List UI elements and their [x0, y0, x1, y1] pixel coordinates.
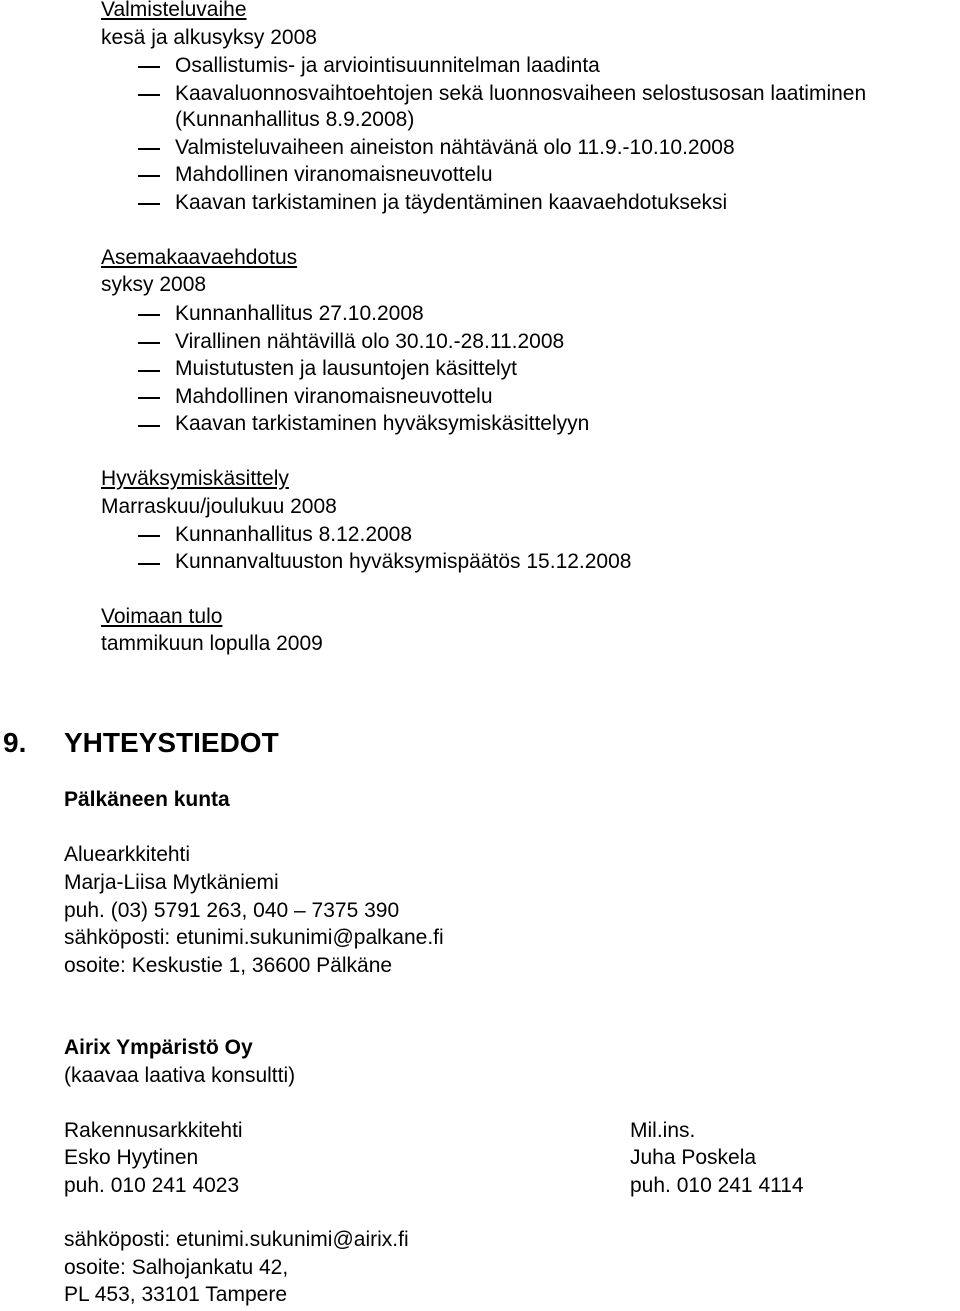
valmisteluvaihe-period: kesä ja alkusyksy 2008	[101, 26, 317, 49]
list-item: Valmisteluvaiheen aineiston nähtävänä olo 11.9.-10.10.2008	[175, 136, 735, 159]
voimaan-tulo-period: tammikuun lopulla 2009	[101, 632, 323, 655]
dash-bullet	[138, 535, 160, 537]
palkane-name: Marja-Liisa Mytkäniemi	[64, 871, 279, 894]
list-item: Kunnanhallitus 8.12.2008	[175, 523, 413, 546]
valmisteluvaihe-heading: Valmisteluvaihe	[101, 0, 247, 21]
dash-bullet	[138, 397, 160, 399]
list-item: Virallinen nähtävillä olo 30.10.-28.11.2008	[175, 330, 565, 353]
airix-address-line1: osoite: Salhojankatu 42,	[64, 1256, 289, 1279]
airix-person1-phone: puh. 010 241 4023	[64, 1174, 240, 1197]
dash-bullet	[138, 425, 160, 427]
palkane-role: Aluearkkitehti	[64, 843, 191, 866]
list-item: Kaavan tarkistaminen hyväksymiskäsittelyyn	[175, 412, 590, 435]
airix-person2-phone: puh. 010 241 4114	[630, 1174, 804, 1197]
airix-address-line2: PL 453, 33101 Tampere	[64, 1283, 288, 1306]
dash-bullet	[138, 66, 160, 68]
list-item: Mahdollinen viranomaisneuvottelu	[175, 385, 493, 408]
airix-subtitle: (kaavaa laativa konsultti)	[64, 1064, 296, 1087]
asemakaavaehdotus-period: syksy 2008	[101, 273, 207, 296]
list-item-continuation: (Kunnanhallitus 8.9.2008)	[175, 108, 415, 131]
list-item: Kunnanvaltuuston hyväksymispäätös 15.12.2008	[175, 550, 632, 573]
asemakaavaehdotus-heading: Asemakaavaehdotus	[101, 246, 298, 269]
dash-bullet	[138, 342, 160, 344]
dash-bullet	[138, 203, 160, 205]
dash-bullet	[138, 370, 160, 372]
hyvaksymiskasittely-heading: Hyväksymiskäsittely	[101, 467, 289, 490]
voimaan-tulo-heading: Voimaan tulo	[101, 605, 223, 628]
dash-bullet	[138, 148, 160, 150]
airix-org: Airix Ympäristö Oy	[64, 1036, 253, 1059]
palkane-phone: puh. (03) 5791 263, 040 – 7375 390	[64, 899, 400, 922]
palkane-email: sähköposti: etunimi.sukunimi@palkane.fi	[64, 926, 444, 949]
list-item: Osallistumis- ja arviointisuunnitelman laadinta	[175, 54, 600, 77]
list-item: Kaavaluonnosvaihtoehtojen sekä luonnosvaiheen selostusosan laatiminen	[175, 82, 867, 105]
hyvaksymiskasittely-period: Marraskuu/joulukuu 2008	[101, 495, 337, 518]
palkane-address: osoite: Keskustie 1, 36600 Pälkäne	[64, 954, 393, 977]
airix-person2-role: Mil.ins.	[630, 1119, 696, 1142]
list-item: Muistutusten ja lausuntojen käsittelyt	[175, 357, 518, 380]
palkane-org: Pälkäneen kunta	[64, 788, 230, 811]
dash-bullet	[138, 94, 160, 96]
dash-bullet	[138, 563, 160, 565]
section-title: YHTEYSTIEDOT	[64, 727, 279, 758]
airix-email: sähköposti: etunimi.sukunimi@airix.fi	[64, 1228, 409, 1251]
dash-bullet	[138, 175, 160, 177]
section-number: 9.	[3, 727, 27, 758]
list-item: Mahdollinen viranomaisneuvottelu	[175, 163, 493, 186]
list-item: Kaavan tarkistaminen ja täydentäminen kaavaehdotukseksi	[175, 191, 728, 214]
airix-person2-name: Juha Poskela	[630, 1146, 757, 1169]
dash-bullet	[138, 314, 160, 316]
airix-person1-name: Esko Hyytinen	[64, 1146, 199, 1169]
airix-person1-role: Rakennusarkkitehti	[64, 1119, 243, 1142]
list-item: Kunnanhallitus 27.10.2008	[175, 302, 424, 325]
